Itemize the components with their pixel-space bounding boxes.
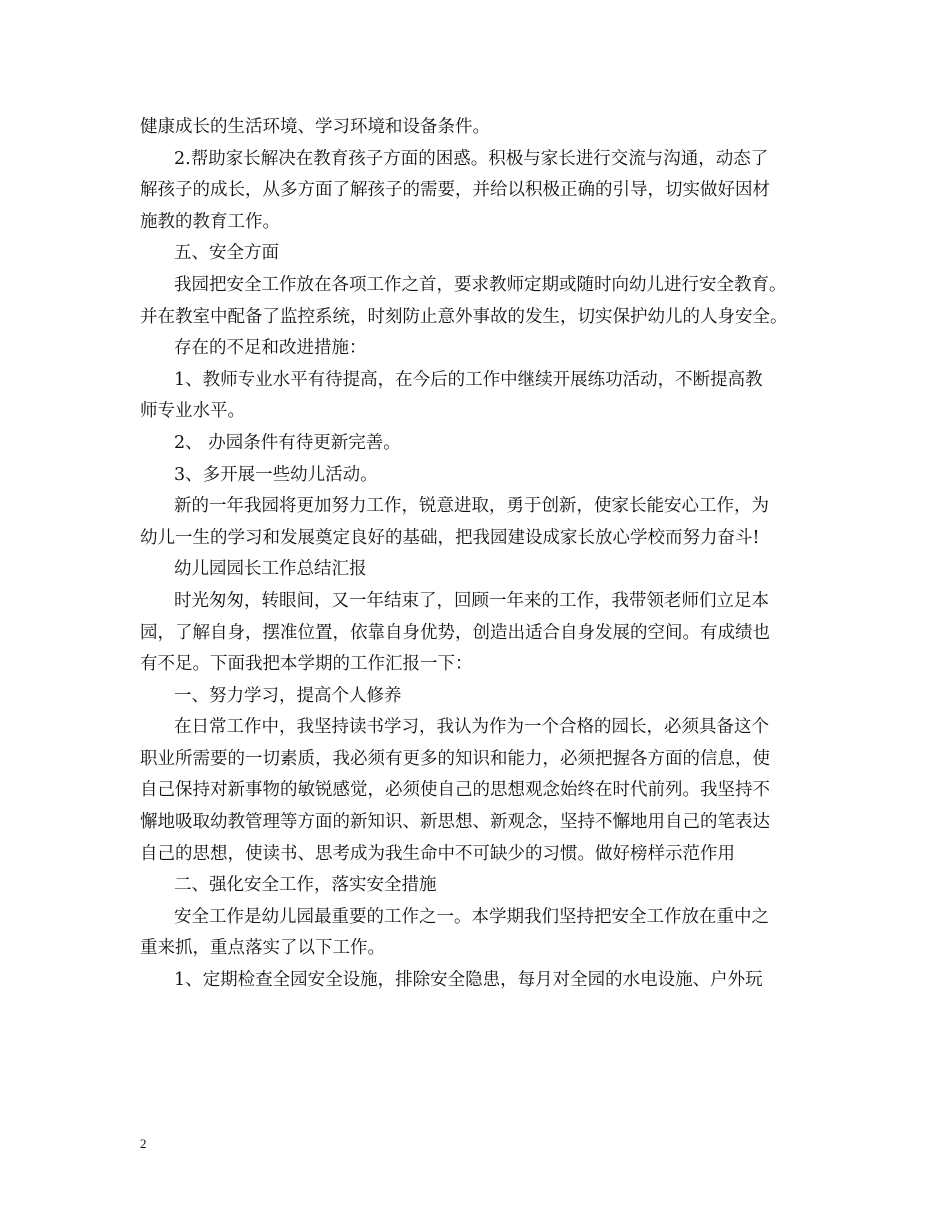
section-heading: 一、努力学习，提高个人修养 — [174, 685, 402, 706]
text-line: 重来抓，重点落实了以下工作。 — [140, 938, 385, 959]
text-line: 新的一年我园将更加努力工作，锐意进取，勇于创新，使家长能安心工作，为 — [174, 496, 769, 517]
document-body — [140, 112, 815, 997]
text-line: 师专业水平。 — [140, 401, 245, 422]
text-line: 我园把安全工作放在各项工作之首，要求教师定期或随时向幼儿进行安全教育。 — [174, 274, 787, 295]
text-line: 1、定期检查全园安全设施，排除安全隐患，每月对全园的水电设施、户外玩 — [174, 970, 763, 991]
section-heading: 二、强化安全工作，落实安全措施 — [174, 875, 437, 896]
text-line: 幼儿一生的学习和发展奠定良好的基础，把我园建设成家长放心学校而努力奋斗! — [140, 527, 760, 548]
text-line: 职业所需要的一切素质，我必须有更多的知识和能力，必须把握各方面的信息，使 — [140, 748, 770, 769]
text-line: 施教的教育工作。 — [140, 211, 280, 232]
text-line: 2、 办园条件有待更新完善。 — [174, 432, 401, 453]
text-line: 安全工作是幼儿园最重要的工作之一。本学期我们坚持把安全工作放在重中之 — [174, 906, 769, 927]
text-line: 自己的思想，使读书、思考成为我生命中不可缺少的习惯。做好榜样示范作用 — [140, 843, 735, 864]
text-line: 自己保持对新事物的敏锐感觉，必须使自己的思想观念始终在时代前列。我坚持不 — [140, 780, 770, 801]
text-line: 解孩子的成长，从多方面了解孩子的需要，并给以积极正确的引导，切实做好因材 — [140, 180, 770, 201]
text-line: 园，了解自身，摆准位置，依靠自身优势，创造出适合自身发展的空间。有成绩也 — [140, 622, 770, 643]
text-line: 2.帮助家长解决在教育孩子方面的困惑。积极与家长进行交流与沟通，动态了 — [174, 148, 769, 169]
text-line: 懈地吸取幼教管理等方面的新知识、新思想、新观念，坚持不懈地用自己的笔表达 — [140, 812, 770, 833]
text-line: 有不足。下面我把本学期的工作汇报一下： — [140, 654, 473, 675]
page-number: 2 — [140, 1136, 147, 1151]
text-line: 3、多开展一些幼儿活动。 — [174, 464, 378, 485]
document-title: 幼儿园园长工作总结汇报 — [174, 559, 367, 580]
section-heading: 五、安全方面 — [174, 243, 279, 264]
section-heading: 存在的不足和改进措施： — [174, 338, 367, 359]
text-line: 在日常工作中，我坚持读书学习，我认为作为一个合格的园长，必须具备这个 — [174, 717, 769, 738]
text-line: 并在教室中配备了监控系统，时刻防止意外事故的发生，切实保护幼儿的人身安全。 — [140, 306, 788, 327]
text-line: 1、教师专业水平有待提高，在今后的工作中继续开展练功活动，不断提高教 — [174, 369, 763, 390]
text-line: 健康成长的生活环境、学习环境和设备条件。 — [140, 117, 490, 137]
text-line: 时光匆匆，转眼间，又一年结束了，回顾一年来的工作，我带领老师们立足本 — [174, 590, 769, 611]
